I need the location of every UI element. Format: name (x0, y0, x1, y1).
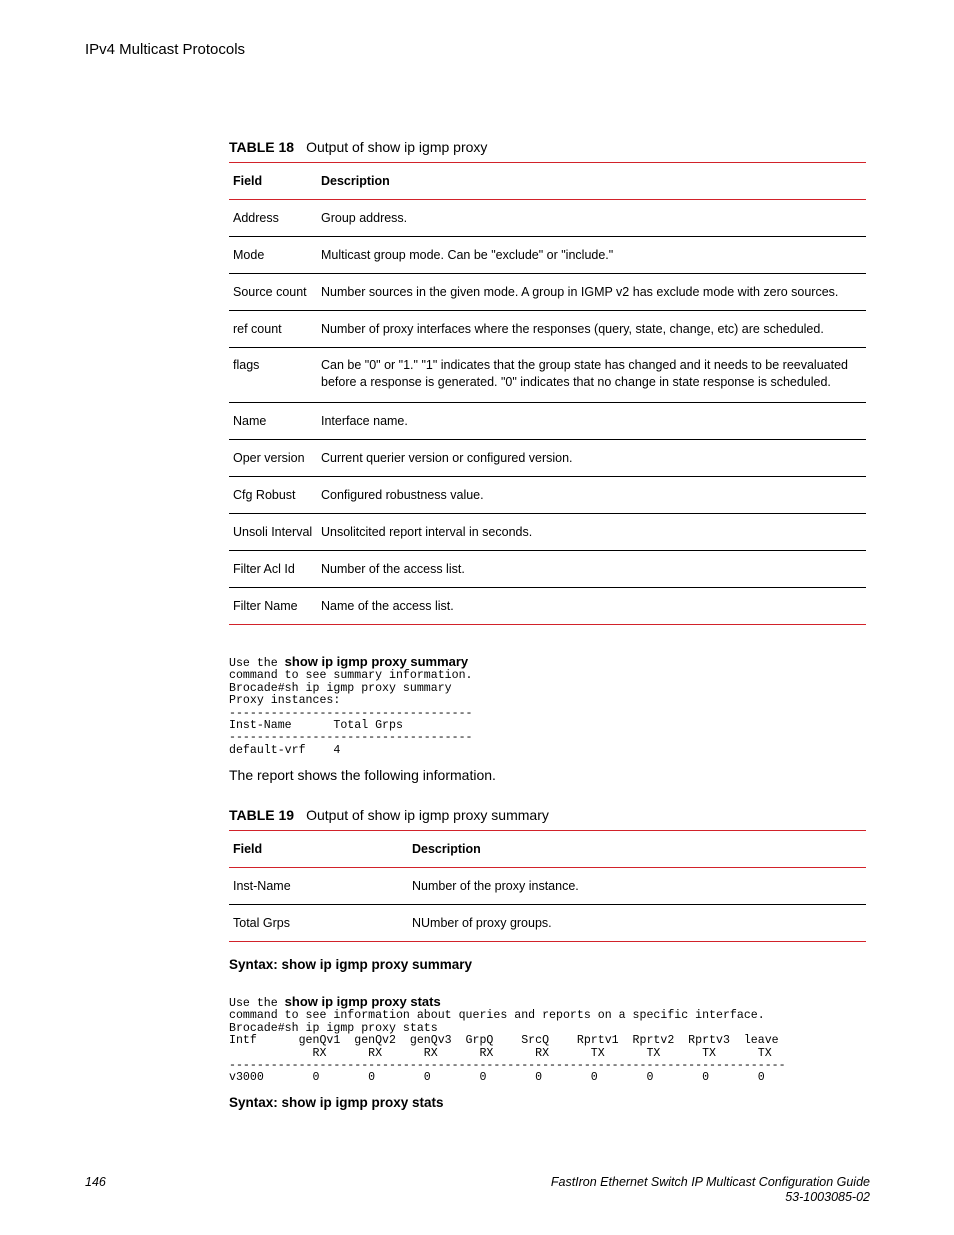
field-cell: flags (229, 348, 317, 403)
code-line: RX RX RX RX RX TX TX TX TX (229, 1046, 772, 1060)
description-cell: Current querier version or configured version. (317, 440, 866, 477)
table-row (229, 514, 866, 551)
code-line: ----------------------------------- (229, 706, 473, 720)
field-cell: Filter Acl Id (229, 551, 317, 588)
table-18-header-description: Description (317, 163, 866, 200)
footer-guide-title: FastIron Ethernet Switch IP Multicast Configuration Guide (550, 1175, 870, 1189)
table-19-header-field: Field (229, 831, 408, 868)
description-cell (317, 348, 866, 403)
field-cell: Inst-Name (229, 868, 408, 905)
table-row (229, 551, 866, 588)
table-row (229, 311, 866, 348)
table-19-header-description: Description (408, 831, 866, 868)
table-18-title: Output of show ip igmp proxy (306, 139, 488, 155)
field-cell: Filter Name (233, 598, 298, 613)
code-line: v3000 0 0 0 0 0 0 0 0 0 (229, 1071, 765, 1085)
code-line: Brocade#sh ip igmp proxy summary (229, 681, 452, 695)
table-row (229, 868, 866, 905)
table-19 (229, 830, 866, 942)
description-cell: Name of the access list. (321, 598, 454, 613)
description-cell: Number of the proxy instance. (408, 868, 866, 905)
code-line: Intf genQv1 genQv2 genQv3 GrpQ SrcQ Rprtv1 Rprtv2 Rprtv3 leave (229, 1034, 779, 1048)
description-cell: Configured robustness value. (317, 477, 866, 514)
code-line: Proxy instances: (229, 694, 341, 708)
field-cell: Oper version (229, 440, 317, 477)
running-header: IPv4 Multicast Protocols (85, 41, 246, 58)
code-prefix: Use the (229, 997, 285, 1010)
syntax-stats: Syntax: show ip igmp proxy stats (229, 1095, 444, 1110)
table-19-label: TABLE 19 (229, 807, 295, 823)
table-row (229, 200, 866, 237)
code-line: -------------------------------------------------------------------------------- (229, 1059, 786, 1073)
description-line: Can be "0" or "1." "1" indicates that the group state has changed and it needs to be reevaluated (321, 358, 848, 372)
table-row (229, 905, 866, 942)
syntax-summary: Syntax: show ip igmp proxy summary (229, 957, 473, 972)
field-cell: Unsoli Interval (229, 514, 317, 551)
code-line: command to see summary information. (229, 669, 473, 683)
code-line: default-vrf 4 (229, 743, 341, 757)
table-row (229, 403, 866, 440)
table-row (229, 274, 866, 311)
code-block-stats (229, 996, 786, 1085)
table-row (229, 477, 866, 514)
code-line: command to see information about queries and reports on a specific interface. (229, 1009, 765, 1023)
description-cell: Interface name. (317, 403, 866, 440)
table-row (229, 588, 866, 625)
description-cell: Multicast group mode. Can be "exclude" or "include." (317, 237, 866, 274)
command-name: show ip igmp proxy stats (284, 994, 441, 1009)
field-cell: Cfg Robust (229, 477, 317, 514)
description-cell: Number of proxy interfaces where the responses (query, state, change, etc) are scheduled. (317, 311, 866, 348)
table-row (229, 440, 866, 477)
field-cell: Total Grps (233, 915, 290, 930)
table-18-caption (229, 139, 487, 155)
description-line: before a response is generated. "0" indicates that no change in state response is scheduled. (321, 375, 831, 389)
code-line: Inst-Name Total Grps (229, 719, 403, 733)
field-cell: Mode (229, 237, 317, 274)
code-line: Brocade#sh ip igmp proxy stats (229, 1021, 438, 1035)
description-cell: Number of the access list. (317, 551, 866, 588)
table-row (229, 237, 866, 274)
field-cell: Name (229, 403, 317, 440)
table-18 (229, 162, 866, 625)
field-cell: Address (229, 200, 317, 237)
code-prefix: Use the (229, 657, 285, 670)
command-name: show ip igmp proxy summary (284, 654, 469, 669)
code-block-summary (229, 656, 473, 757)
description-cell: NUmber of proxy groups. (412, 915, 552, 930)
table-19-title: Output of show ip igmp proxy summary (306, 807, 549, 823)
code-line: ----------------------------------- (229, 731, 473, 745)
table-18-header-field: Field (229, 163, 317, 200)
description-cell: Unsolitcited report interval in seconds. (317, 514, 866, 551)
table-18-label: TABLE 18 (229, 139, 295, 155)
table-row (229, 348, 866, 403)
description-cell: Number sources in the given mode. A group in IGMP v2 has exclude mode with zero sources. (317, 274, 866, 311)
table-19-caption (229, 807, 549, 823)
report-text: The report shows the following information. (229, 767, 496, 783)
description-cell: Group address. (317, 200, 866, 237)
footer-doc-number: 53-1003085-02 (785, 1190, 870, 1204)
field-cell: Source count (229, 274, 317, 311)
field-cell: ref count (229, 311, 317, 348)
page-number: 146 (85, 1175, 106, 1189)
